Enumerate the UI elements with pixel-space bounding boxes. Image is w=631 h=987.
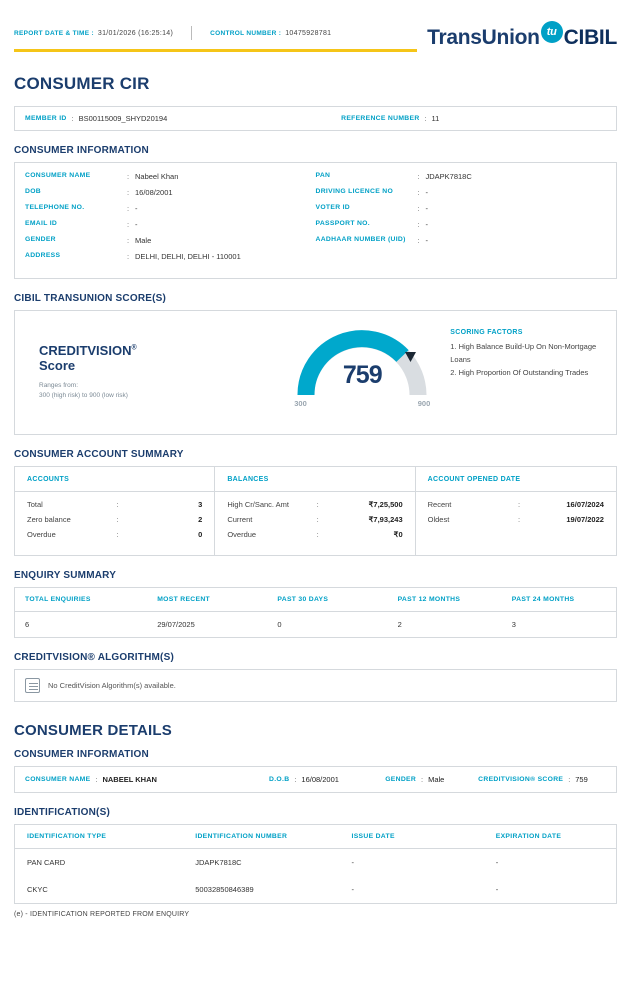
opened-date-column-title: ACCOUNT OPENED DATE [416, 467, 616, 492]
header-rule [14, 49, 417, 52]
cell-number: JDAPK7818C [195, 858, 242, 867]
scoring-factors [432, 325, 606, 420]
col-expiration-date: EXPIRATION DATE [484, 825, 616, 849]
document-icon [25, 678, 40, 693]
field-label: PASSPORT NO. [315, 220, 370, 227]
score-range-line1: Ranges from: [39, 382, 79, 390]
account-opened-date-column [416, 467, 616, 555]
consumer-details-bar [14, 766, 617, 793]
row-key: Overdue [27, 530, 56, 539]
field-pan [316, 172, 607, 181]
row-value: 16/07/2024 [566, 500, 604, 509]
field-label: D.O.B [269, 776, 290, 783]
cell-past-24-months: 3 [511, 620, 516, 629]
field-value: - [425, 220, 428, 229]
report-date-value: 31/01/2026 (16:25:14) [97, 29, 174, 37]
field-value: - [425, 204, 428, 213]
field-value: 16/08/2001 [135, 188, 173, 197]
consumer-info-right-column [316, 172, 607, 268]
colon: : [417, 204, 420, 213]
cell-most-recent: 29/07/2025 [157, 620, 195, 629]
enquiry-summary-box [14, 587, 617, 638]
field-label: ADDRESS [25, 252, 61, 259]
field-value: Male [428, 775, 445, 784]
table-row [15, 849, 616, 877]
field-driving-licence [316, 188, 607, 197]
colon: : [316, 530, 319, 539]
colon: : [126, 252, 130, 261]
field-passport [316, 220, 607, 229]
summary-row [227, 515, 402, 524]
consumer-information-heading: CONSUMER INFORMATION [14, 145, 149, 156]
registered-icon: ® [131, 344, 137, 352]
row-key: Recent [427, 500, 452, 509]
col-past-30-days: PAST 30 DAYS [267, 588, 387, 612]
gauge-arc [292, 325, 432, 397]
algorithms-message: No CreditVision Algorithm(s) available. [48, 681, 176, 690]
col-past-24-months: PAST 24 MONTHS [502, 588, 616, 612]
score-left [25, 325, 292, 420]
field-value: - [135, 204, 138, 213]
scoring-factor-1: 1. High Balance Build-Up On Non-Mortgage Loans [450, 342, 597, 364]
colon: : [316, 500, 319, 509]
consumer-details-title: CONSUMER DETAILS [14, 722, 172, 739]
field-voter-id [316, 204, 607, 213]
field-value: 16/08/2001 [301, 775, 339, 784]
field-label: CREDITVISION® SCORE [478, 776, 564, 783]
table-row [15, 612, 616, 638]
score-product-name: CREDITVISION [39, 343, 132, 359]
cell-type: CKYC [27, 885, 48, 894]
colon: : [116, 500, 119, 509]
identification-footnote: (e) - IDENTIFICATION REPORTED FROM ENQUIRY [14, 911, 190, 918]
field-gender [25, 236, 316, 245]
colon: : [116, 530, 119, 539]
colon: : [568, 775, 571, 784]
cell-issue-date: - [351, 885, 355, 894]
member-id-group [25, 114, 327, 123]
col-past-12-months: PAST 12 MONTHS [388, 588, 502, 612]
field-address [25, 252, 316, 261]
row-key: Overdue [227, 530, 257, 539]
col-identification-number: IDENTIFICATION NUMBER [183, 825, 339, 849]
field-label: TELEPHONE NO. [25, 204, 85, 211]
cell-expiration-date: - [495, 885, 499, 894]
score-heading: CIBIL TRANSUNION SCORE(S) [14, 293, 167, 304]
brand-cibil: CIBIL [563, 26, 617, 49]
control-number-value: 10475928781 [285, 29, 332, 37]
field-value: DELHI, DELHI, DELHI - 110001 [135, 252, 241, 261]
row-value: 3 [198, 500, 203, 509]
score-gauge [292, 325, 432, 420]
row-key: Oldest [427, 515, 450, 524]
member-id-label: MEMBER ID [25, 115, 67, 122]
row-key: Current [227, 515, 253, 524]
field-label: VOTER ID [315, 204, 350, 211]
field-label: PAN [315, 172, 331, 179]
header-meta [14, 26, 417, 52]
colon: : [294, 775, 297, 784]
score-range-line2: 300 (high risk) to 900 (low risk) [39, 391, 128, 399]
field-email [25, 220, 316, 229]
gauge-max-label: 900 [417, 399, 431, 408]
control-number-label: CONTROL NUMBER : [210, 29, 282, 37]
enquiry-summary-table [15, 588, 616, 637]
table-header-row [15, 588, 616, 612]
field-dob [25, 188, 316, 197]
field-value: - [425, 188, 428, 197]
field-value: 759 [575, 775, 588, 784]
colon: : [517, 515, 521, 524]
table-row [15, 876, 616, 903]
summary-row [227, 500, 402, 509]
summary-row [27, 500, 202, 509]
cell-past-30-days: 0 [277, 620, 282, 629]
colon: : [417, 236, 420, 245]
score-product-suffix: Score [39, 358, 76, 374]
reference-number-label: REFERENCE NUMBER [341, 115, 420, 122]
consumer-details-subheading: CONSUMER INFORMATION [14, 749, 149, 760]
detail-score [478, 775, 606, 784]
identification-table [15, 825, 616, 903]
colon: : [424, 114, 427, 123]
balances-column [215, 467, 415, 555]
field-value: Male [135, 236, 152, 245]
field-telephone [25, 204, 316, 213]
field-value: Nabeel Khan [135, 172, 179, 181]
score-value: 759 [342, 361, 382, 389]
col-identification-type: IDENTIFICATION TYPE [15, 825, 183, 849]
page-title: CONSUMER CIR [14, 74, 150, 93]
field-label: EMAIL ID [25, 220, 58, 227]
colon: : [417, 188, 420, 197]
colon: : [116, 515, 119, 524]
row-value: ₹7,93,243 [368, 515, 403, 524]
detail-dob [269, 775, 385, 784]
cell-issue-date: - [351, 858, 355, 867]
detail-consumer-name [25, 775, 269, 784]
summary-row [27, 515, 202, 524]
colon: : [126, 172, 130, 181]
field-label: GENDER [385, 776, 417, 783]
colon: : [417, 172, 420, 181]
cell-expiration-date: - [495, 858, 499, 867]
account-summary-box [14, 466, 617, 556]
row-value: 0 [198, 530, 203, 539]
summary-row [428, 515, 604, 524]
brand-transunion: TransUnion [427, 26, 540, 49]
accounts-column [15, 467, 215, 555]
row-key: High Cr/Sanc. Amt [227, 500, 290, 509]
summary-row [27, 530, 202, 539]
field-label: CONSUMER NAME [25, 172, 91, 179]
field-value: NABEEL KHAN [102, 775, 157, 784]
row-value: 2 [198, 515, 203, 524]
report-header [14, 0, 617, 52]
detail-gender [385, 775, 478, 784]
field-label: GENDER [25, 236, 56, 243]
field-consumer-name [25, 172, 316, 181]
scoring-factor-2: 2. High Proportion Of Outstanding Trades [450, 367, 589, 377]
colon: : [95, 775, 98, 784]
row-key: Total [27, 500, 43, 509]
row-value: ₹7,25,500 [368, 500, 403, 509]
cell-number: 50032850846389 [195, 885, 254, 894]
accounts-column-title: ACCOUNTS [15, 467, 214, 492]
field-value: JDAPK7818C [425, 172, 472, 181]
score-label-group [25, 344, 137, 400]
colon: : [126, 220, 130, 229]
balances-column-title: BALANCES [215, 467, 414, 492]
table-header-row [15, 825, 616, 849]
identification-box [14, 824, 617, 904]
report-date-label: REPORT DATE & TIME : [14, 29, 94, 37]
header-divider [191, 26, 192, 40]
row-value: ₹0 [393, 530, 403, 539]
consumer-information-box [14, 162, 617, 279]
col-most-recent: MOST RECENT [147, 588, 267, 612]
transunion-cibil-logo [417, 26, 617, 52]
account-summary-heading: CONSUMER ACCOUNT SUMMARY [14, 449, 184, 460]
colon: : [421, 775, 424, 784]
colon: : [126, 204, 130, 213]
field-value: - [425, 236, 428, 245]
field-label: AADHAAR NUMBER (UID) [315, 236, 406, 243]
algorithms-box [14, 669, 617, 702]
colon: : [417, 220, 420, 229]
summary-row [227, 530, 402, 539]
algorithms-heading: CREDITVISION® ALGORITHM(S) [14, 652, 174, 663]
row-value: 19/07/2022 [566, 515, 604, 524]
row-key: Zero balance [27, 515, 71, 524]
gauge-min-label: 300 [294, 399, 307, 408]
colon: : [126, 236, 130, 245]
summary-row [428, 500, 604, 509]
colon: : [126, 188, 130, 197]
reference-number-value: 11 [431, 114, 440, 123]
col-issue-date: ISSUE DATE [340, 825, 484, 849]
cell-total-enquiries: 6 [25, 620, 30, 629]
member-id-bar [14, 106, 617, 131]
enquiry-summary-heading: ENQUIRY SUMMARY [14, 570, 117, 581]
cell-past-12-months: 2 [397, 620, 402, 629]
field-aadhaar [316, 236, 607, 245]
field-label: DOB [25, 188, 42, 195]
reference-number-group [327, 114, 606, 123]
scoring-factors-title: SCORING FACTORS [450, 329, 523, 336]
score-box [14, 310, 617, 435]
field-value: - [135, 220, 138, 229]
field-label: DRIVING LICENCE NO [315, 188, 394, 195]
field-label: CONSUMER NAME [25, 776, 91, 783]
colon: : [71, 114, 74, 123]
tu-circle-icon: tu [541, 21, 563, 43]
member-id-value: BS00115009_SHYD20194 [78, 114, 168, 123]
cell-type: PAN CARD [27, 858, 66, 867]
colon: : [517, 500, 521, 509]
consumer-info-left-column [25, 172, 316, 268]
col-total-enquiries: TOTAL ENQUIRIES [15, 588, 147, 612]
identification-heading: IDENTIFICATION(S) [14, 807, 110, 818]
colon: : [316, 515, 319, 524]
